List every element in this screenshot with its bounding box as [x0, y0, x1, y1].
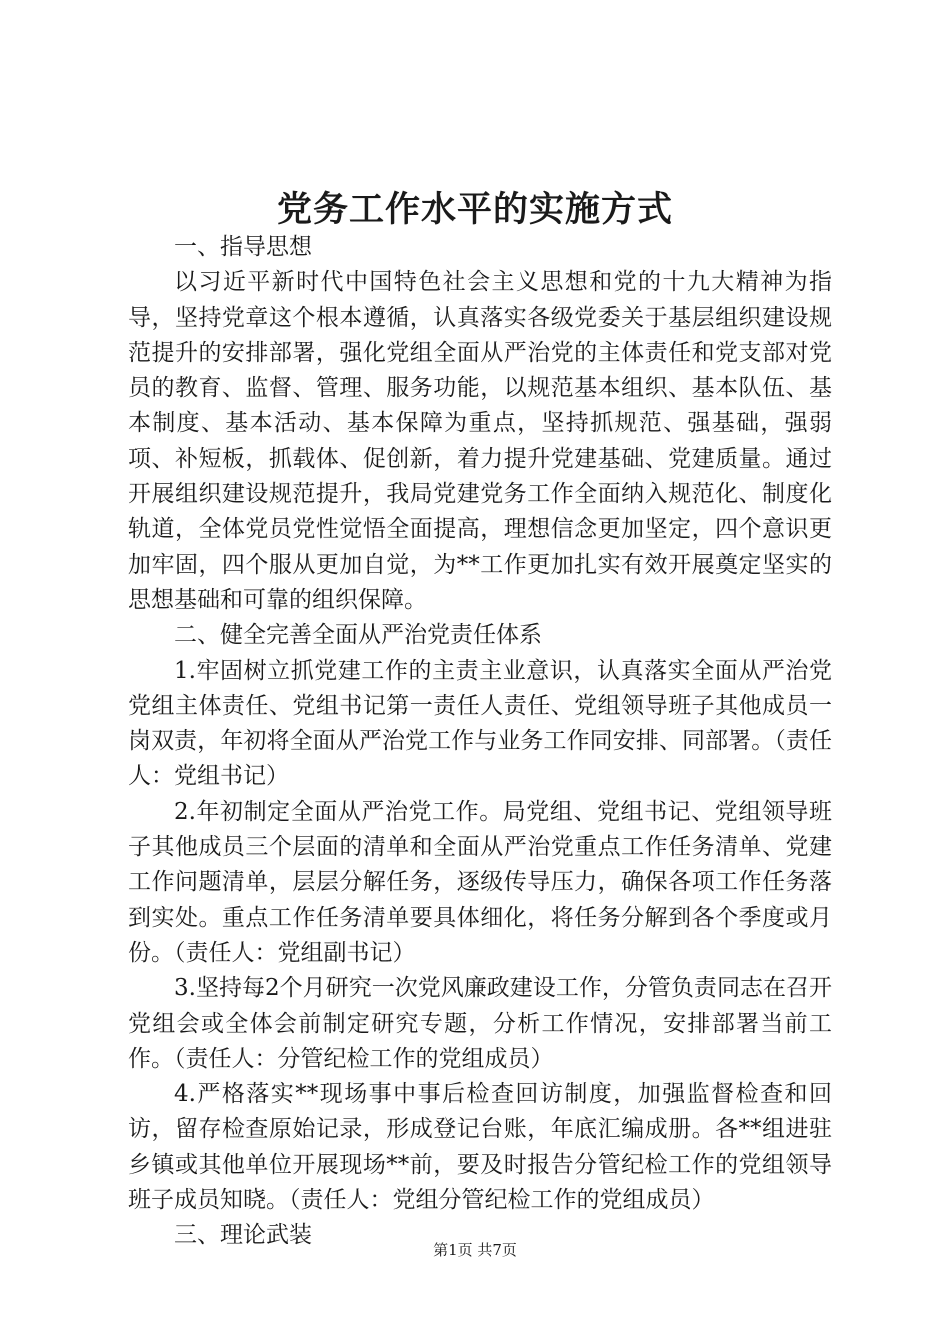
- list-item-4: 4.严格落实**现场事中事后检查回访制度，加强监督检查和回访，留存检查原始记录，形成登记台账，年底汇编成册。各**组进驻乡镇或其他单位开展现场**前，要及时报告分管纪检工作的党组领导班子成员知晓。（责任人：党组分管纪检工作的党组成员）: [128, 1081, 832, 1214]
- document-body: [128, 230, 832, 1254]
- list-item-1: 1.牢固树立抓党建工作的主责主业意识，认真落实全面从严治党党组主体责任、党组书记第一责任人责任、党组领导班子其他成员一岗双责，年初将全面从严治党工作与业务工作同安排、同部署。（责任人：党组书记）: [128, 657, 832, 790]
- document-title: 党务工作水平的实施方式: [276, 189, 673, 230]
- list-item-2: 2.年初制定全面从严治党工作。局党组、党组书记、党组领导班子其他成员三个层面的清单和全面从严治党重点工作任务清单、党建工作问题清单，层层分解任务，逐级传导压力，确保各项工作任务落到实处。重点工作任务清单要具体细化，将任务分解到各个季度或月份。（责任人：党组副书记）: [128, 798, 832, 966]
- section-heading-1: 一、指导思想: [174, 234, 312, 260]
- section-heading-3: 三、理论武装: [174, 1222, 312, 1249]
- section-heading-2: 二、健全完善全面从严治党责任体系: [174, 622, 542, 649]
- list-item-3: 3.坚持每2个月研究一次党风廉政建设工作，分管负责同志在召开党组会或全体会前制定研究专题，分析工作情况，安排部署当前工作。（责任人：分管纪检工作的党组成员）: [128, 975, 832, 1072]
- body-paragraph: 以习近平新时代中国特色社会主义思想和党的十九大精神为指导，坚持党章这个根本遵循，认真落实各级党委关于基层组织建设规范提升的安排部署，强化党组全面从严治党的主体责任和党支部对党员的教育、监督、管理、服务功能，以规范基本组织、基本队伍、基本制度、基本活动、基本保障为重点，坚持抓规范、强基础，强弱项、补短板，抓载体、促创新，着力提升党建基础、党建质量。通过开展组织建设规范提升，我局党建党务工作全面纳入规范化、制度化轨道，全体党员党性觉悟全面提高，理想信念更加坚定，四个意识更加牢固，四个服从更加自觉，为**工作更加扎实有效开展奠定坚实的思想基础和可靠的组织保障。: [128, 269, 832, 613]
- page-number-footer: 第1页 共7页: [433, 1241, 517, 1259]
